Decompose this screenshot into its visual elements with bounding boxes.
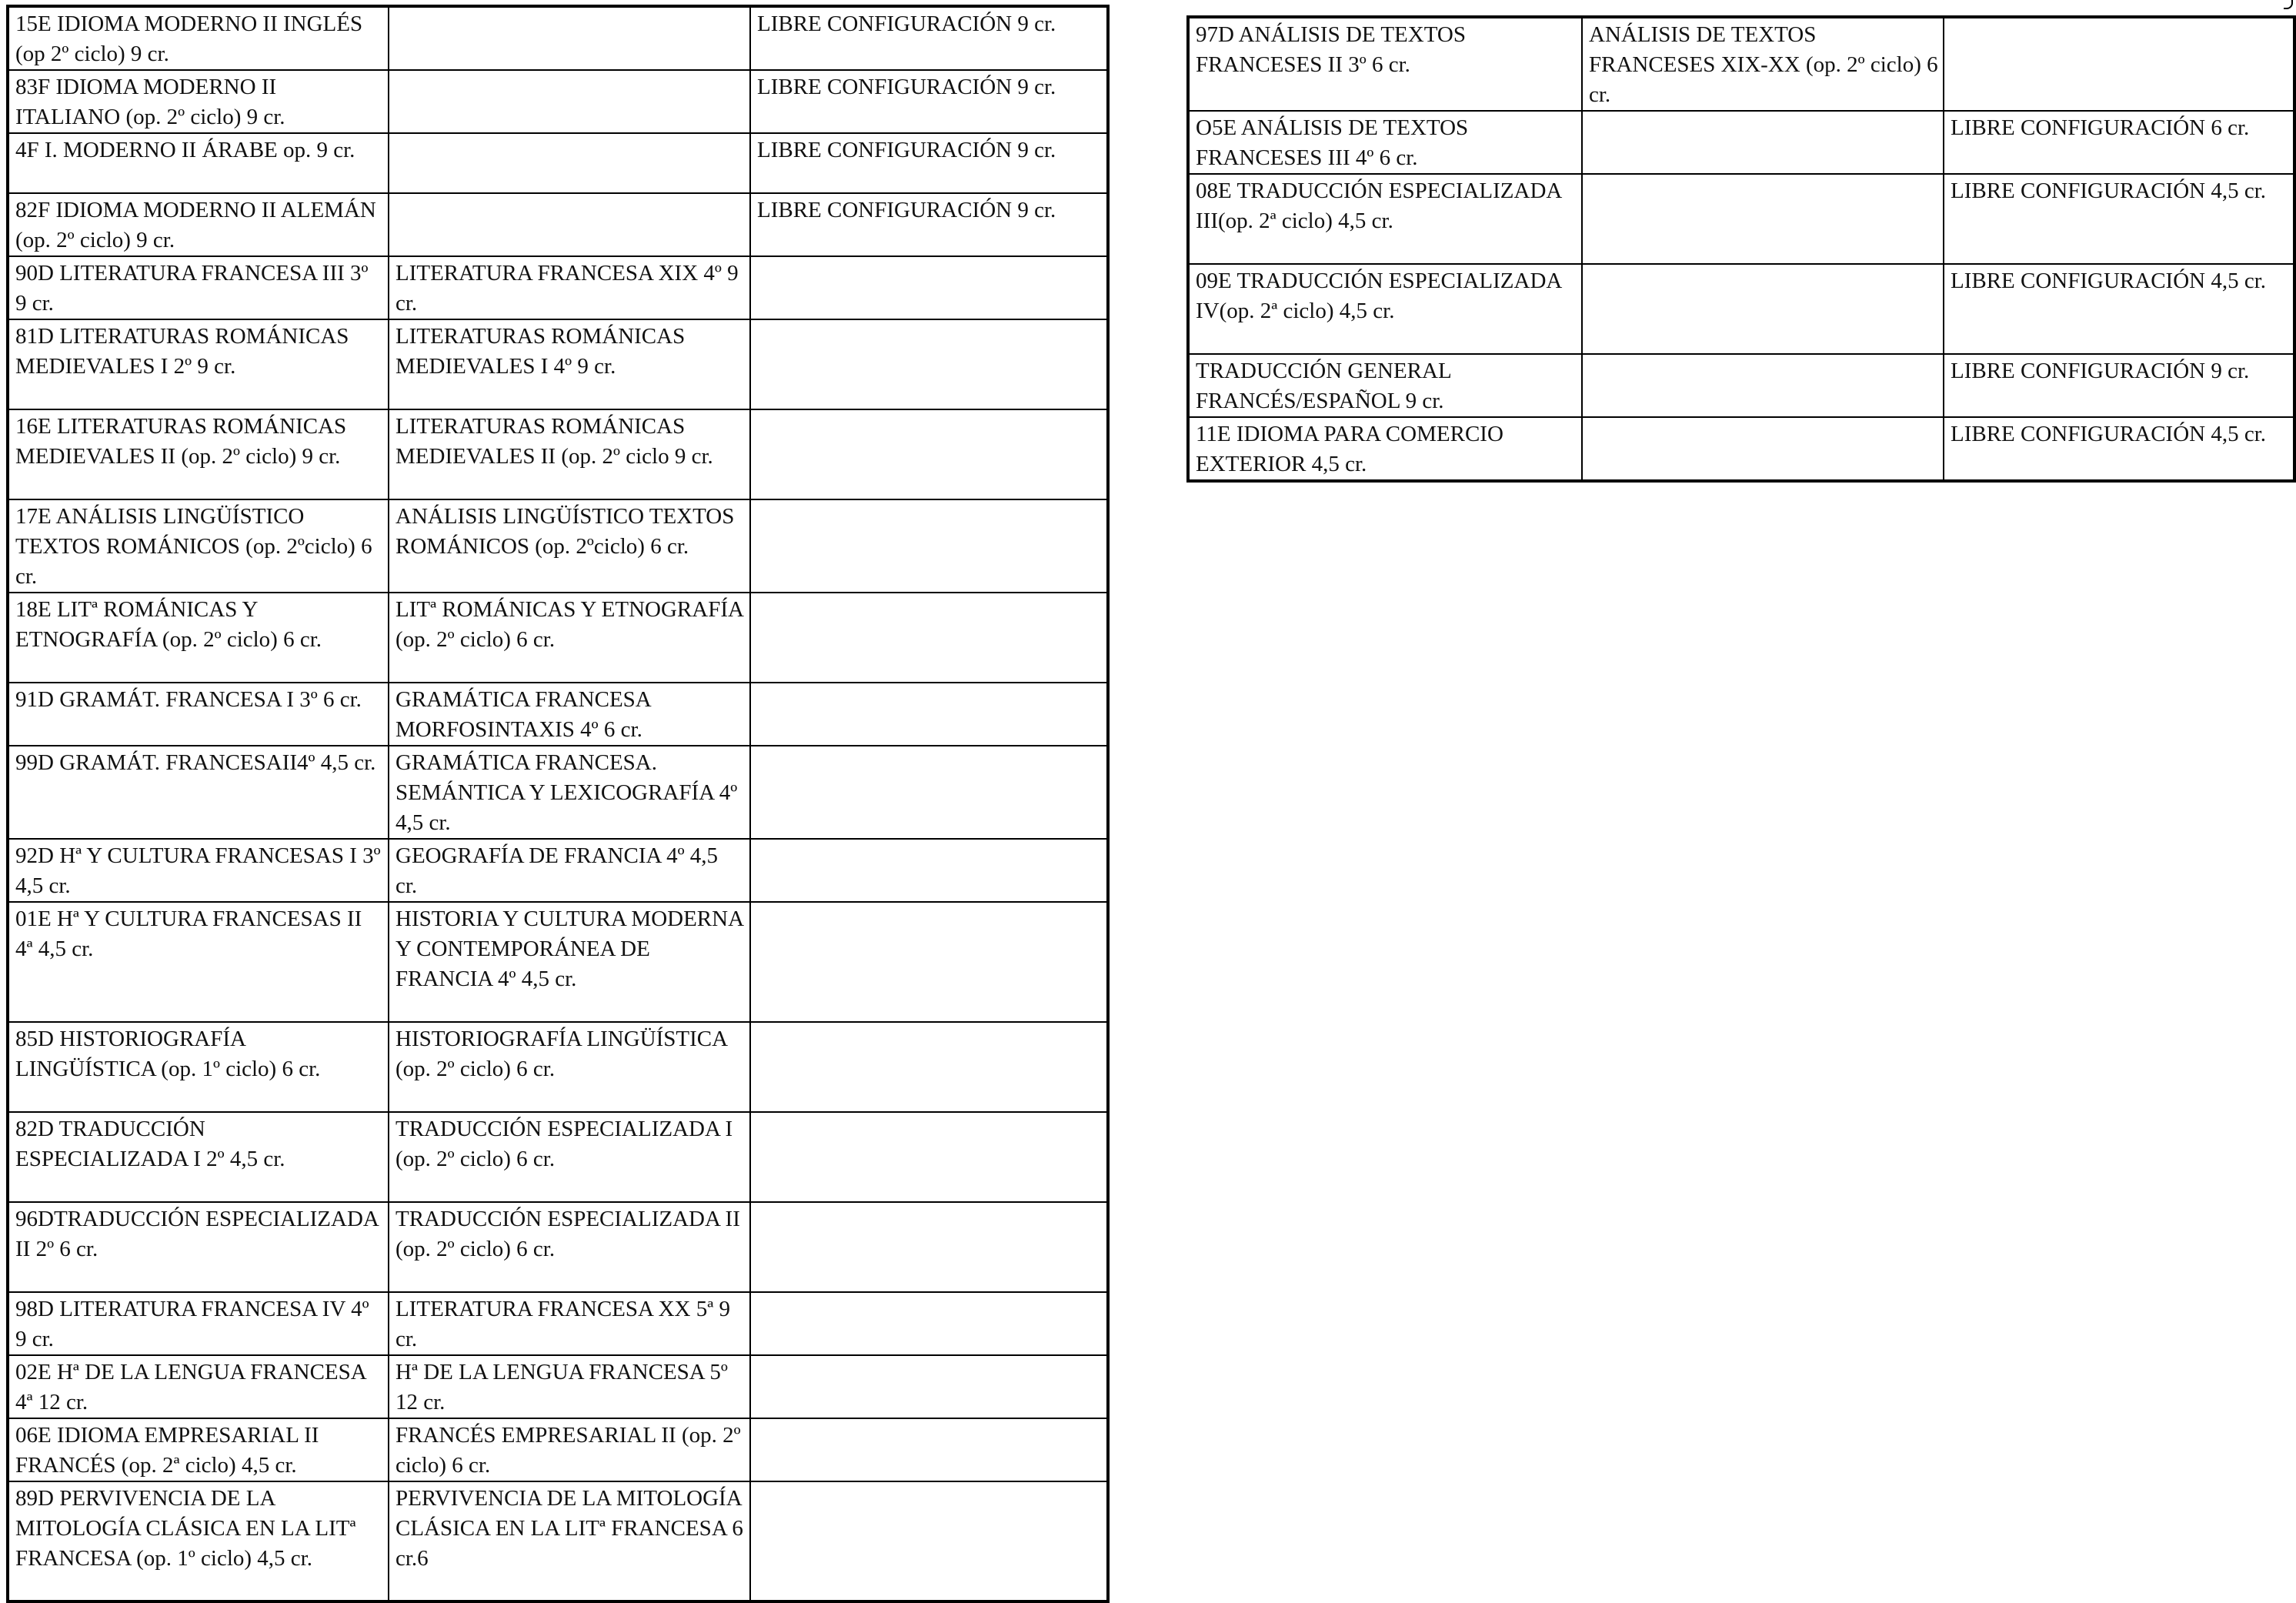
new-course-cell	[1582, 174, 1944, 264]
old-course-cell: 02E Hª DE LA LENGUA FRANCESA 4ª 12 cr.	[8, 1355, 389, 1418]
table-row	[8, 902, 1108, 1022]
equivalence-cell: LIBRE CONFIGURACIÓN 6 cr.	[1944, 111, 2294, 174]
old-course-cell: 85D HISTORIOGRAFÍA LINGÜÍSTICA (op. 1º ciclo) 6 cr.	[8, 1022, 389, 1112]
equivalence-cell	[750, 746, 1108, 839]
new-course-cell: GRAMÁTICA FRANCESA. SEMÁNTICA Y LEXICOGRAFÍA 4º 4,5 cr.	[389, 746, 750, 839]
table-row	[8, 1418, 1108, 1481]
equivalence-cell: LIBRE CONFIGURACIÓN 9 cr.	[750, 6, 1108, 70]
old-course-cell: O5E ANÁLISIS DE TEXTOS FRANCESES III 4º 6 cr.	[1188, 111, 1582, 174]
old-course-cell: 98D LITERATURA FRANCESA IV 4º 9 cr.	[8, 1292, 389, 1355]
new-course-cell: LITERATURAS ROMÁNICAS MEDIEVALES I 4º 9 cr.	[389, 319, 750, 409]
equivalence-table-right-body	[1188, 17, 2294, 481]
equivalence-cell	[750, 1112, 1108, 1202]
equivalence-cell: LIBRE CONFIGURACIÓN 9 cr.	[750, 133, 1108, 193]
old-course-cell: 4F I. MODERNO II ÁRABE op. 9 cr.	[8, 133, 389, 193]
equivalence-table-left-body	[8, 6, 1108, 1601]
old-course-cell: 15E IDIOMA MODERNO II INGLÉS (op 2º ciclo) 9 cr.	[8, 6, 389, 70]
equivalence-cell	[750, 683, 1108, 746]
old-course-cell: 89D PERVIVENCIA DE LA MITOLOGÍA CLÁSICA EN LA LITª FRANCESA (op. 1º ciclo) 4,5 cr.	[8, 1481, 389, 1601]
old-course-cell: 97D ANÁLISIS DE TEXTOS FRANCESES II 3º 6 cr.	[1188, 17, 1582, 111]
new-course-cell: GEOGRAFÍA DE FRANCIA 4º 4,5 cr.	[389, 839, 750, 902]
new-course-cell: ANÁLISIS LINGÜÍSTICO TEXTOS ROMÁNICOS (op. 2ºciclo) 6 cr.	[389, 499, 750, 593]
new-course-cell	[1582, 111, 1944, 174]
new-course-cell: PERVIVENCIA DE LA MITOLOGÍA CLÁSICA EN LA LITª FRANCESA 6 cr.6	[389, 1481, 750, 1601]
equivalence-cell	[750, 839, 1108, 902]
new-course-cell: TRADUCCIÓN ESPECIALIZADA I (op. 2º ciclo) 6 cr.	[389, 1112, 750, 1202]
equivalence-cell	[750, 1202, 1108, 1292]
table-row	[8, 6, 1108, 70]
table-row	[1188, 264, 2294, 354]
table-row	[1188, 111, 2294, 174]
equivalence-cell	[750, 1481, 1108, 1601]
new-course-cell	[1582, 354, 1944, 417]
equivalence-cell	[750, 319, 1108, 409]
equivalence-cell	[750, 409, 1108, 499]
new-course-cell: GRAMÁTICA FRANCESA MORFOSINTAXIS 4º 6 cr.	[389, 683, 750, 746]
table-row	[8, 319, 1108, 409]
table-row	[8, 70, 1108, 133]
equivalence-cell	[750, 593, 1108, 683]
old-course-cell: 91D GRAMÁT. FRANCESA I 3º 6 cr.	[8, 683, 389, 746]
table-row	[8, 1355, 1108, 1418]
equivalence-cell	[750, 1418, 1108, 1481]
equivalence-cell	[750, 1022, 1108, 1112]
table-row	[8, 1112, 1108, 1202]
new-course-cell: LITERATURAS ROMÁNICAS MEDIEVALES II (op. 2º ciclo 9 cr.	[389, 409, 750, 499]
table-row	[8, 256, 1108, 319]
old-course-cell: 16E LITERATURAS ROMÁNICAS MEDIEVALES II (op. 2º ciclo) 9 cr.	[8, 409, 389, 499]
new-course-cell: HISTORIOGRAFÍA LINGÜÍSTICA (op. 2º ciclo) 6 cr.	[389, 1022, 750, 1112]
table-row	[8, 839, 1108, 902]
old-course-cell: 99D GRAMÁT. FRANCESAII4º 4,5 cr.	[8, 746, 389, 839]
old-course-cell: 17E ANÁLISIS LINGÜÍSTICO TEXTOS ROMÁNICOS (op. 2ºciclo) 6 cr.	[8, 499, 389, 593]
old-course-cell: 82D TRADUCCIÓN ESPECIALIZADA I 2º 4,5 cr.	[8, 1112, 389, 1202]
old-course-cell: 08E TRADUCCIÓN ESPECIALIZADA III(op. 2ª ciclo) 4,5 cr.	[1188, 174, 1582, 264]
new-course-cell: HISTORIA Y CULTURA MODERNA Y CONTEMPORÁNEA DE FRANCIA 4º 4,5 cr.	[389, 902, 750, 1022]
table-row	[8, 746, 1108, 839]
new-course-cell: Hª DE LA LENGUA FRANCESA 5º 12 cr.	[389, 1355, 750, 1418]
table-row	[8, 499, 1108, 593]
old-course-cell: 82F IDIOMA MODERNO II ALEMÁN (op. 2º ciclo) 9 cr.	[8, 193, 389, 256]
old-course-cell: 06E IDIOMA EMPRESARIAL II FRANCÉS (op. 2ª ciclo) 4,5 cr.	[8, 1418, 389, 1481]
table-row	[8, 593, 1108, 683]
new-course-cell	[1582, 417, 1944, 481]
new-course-cell	[389, 6, 750, 70]
table-row	[1188, 354, 2294, 417]
table-row	[1188, 174, 2294, 264]
table-row	[8, 1292, 1108, 1355]
table-row	[8, 1202, 1108, 1292]
table-row	[8, 133, 1108, 193]
new-course-cell: TRADUCCIÓN ESPECIALIZADA II (op. 2º ciclo) 6 cr.	[389, 1202, 750, 1292]
old-course-cell: 81D LITERATURAS ROMÁNICAS MEDIEVALES I 2º 9 cr.	[8, 319, 389, 409]
equivalence-cell	[750, 499, 1108, 593]
new-course-cell	[389, 70, 750, 133]
new-course-cell: LITª ROMÁNICAS Y ETNOGRAFÍA (op. 2º ciclo) 6 cr.	[389, 593, 750, 683]
old-course-cell: 90D LITERATURA FRANCESA III 3º 9 cr.	[8, 256, 389, 319]
table-row	[8, 683, 1108, 746]
new-course-cell	[389, 193, 750, 256]
old-course-cell: 83F IDIOMA MODERNO II ITALIANO (op. 2º ciclo) 9 cr.	[8, 70, 389, 133]
table-row	[8, 1481, 1108, 1601]
table-row	[1188, 417, 2294, 481]
old-course-cell: 11E IDIOMA PARA COMERCIO EXTERIOR 4,5 cr.	[1188, 417, 1582, 481]
table-row	[1188, 17, 2294, 111]
equivalence-cell: LIBRE CONFIGURACIÓN 4,5 cr.	[1944, 417, 2294, 481]
page-corner-mark	[2284, 0, 2293, 9]
equivalence-cell: LIBRE CONFIGURACIÓN 4,5 cr.	[1944, 264, 2294, 354]
old-course-cell: 01E Hª Y CULTURA FRANCESAS II 4ª 4,5 cr.	[8, 902, 389, 1022]
new-course-cell: LITERATURA FRANCESA XX 5ª 9 cr.	[389, 1292, 750, 1355]
equivalence-cell	[750, 1355, 1108, 1418]
equivalence-cell	[750, 1292, 1108, 1355]
old-course-cell: TRADUCCIÓN GENERAL FRANCÉS/ESPAÑOL 9 cr.	[1188, 354, 1582, 417]
old-course-cell: 96DTRADUCCIÓN ESPECIALIZADA II 2º 6 cr.	[8, 1202, 389, 1292]
new-course-cell: FRANCÉS EMPRESARIAL II (op. 2º ciclo) 6 cr.	[389, 1418, 750, 1481]
new-course-cell: ANÁLISIS DE TEXTOS FRANCESES XIX-XX (op. 2º ciclo) 6 cr.	[1582, 17, 1944, 111]
equivalence-cell	[750, 256, 1108, 319]
equivalence-table-left	[6, 5, 1110, 1603]
old-course-cell: 18E LITª ROMÁNICAS Y ETNOGRAFÍA (op. 2º ciclo) 6 cr.	[8, 593, 389, 683]
equivalence-table-right	[1186, 15, 2296, 483]
equivalence-cell	[750, 902, 1108, 1022]
table-row	[8, 1022, 1108, 1112]
equivalence-cell: LIBRE CONFIGURACIÓN 9 cr.	[750, 193, 1108, 256]
old-course-cell: 92D Hª Y CULTURA FRANCESAS I 3º 4,5 cr.	[8, 839, 389, 902]
equivalence-cell: LIBRE CONFIGURACIÓN 9 cr.	[1944, 354, 2294, 417]
new-course-cell: LITERATURA FRANCESA XIX 4º 9 cr.	[389, 256, 750, 319]
new-course-cell	[1582, 264, 1944, 354]
new-course-cell	[389, 133, 750, 193]
table-row	[8, 409, 1108, 499]
equivalence-cell: LIBRE CONFIGURACIÓN 9 cr.	[750, 70, 1108, 133]
old-course-cell: 09E TRADUCCIÓN ESPECIALIZADA IV(op. 2ª ciclo) 4,5 cr.	[1188, 264, 1582, 354]
equivalence-cell	[1944, 17, 2294, 111]
equivalence-cell: LIBRE CONFIGURACIÓN 4,5 cr.	[1944, 174, 2294, 264]
table-row	[8, 193, 1108, 256]
